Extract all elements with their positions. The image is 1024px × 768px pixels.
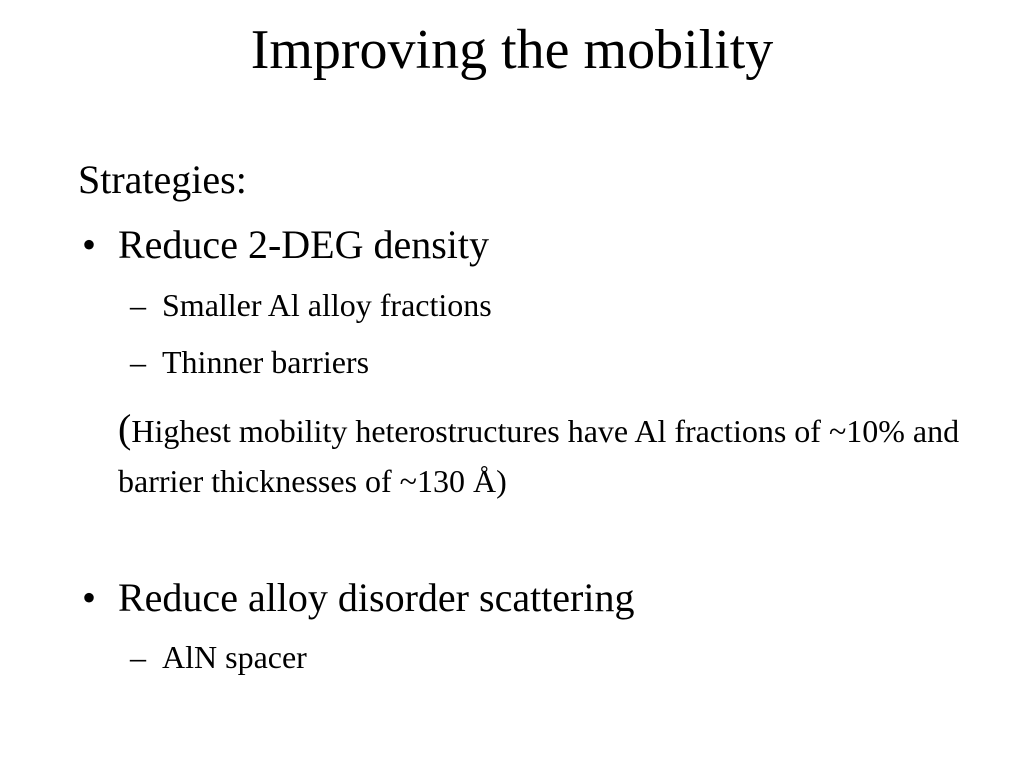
bullet-marker: • (82, 575, 97, 620)
sub-bullet-text: Thinner barriers (162, 344, 370, 380)
dash-marker: – (130, 287, 146, 323)
sub-bullet-text: Smaller Al alloy fractions (162, 287, 492, 323)
bullet-text: Reduce 2-DEG density (118, 222, 490, 267)
strategies-heading: Strategies: (78, 157, 247, 202)
dash-marker: – (130, 344, 146, 380)
note-open-paren: ( (118, 406, 132, 451)
sub-bullet-text: AlN spacer (162, 639, 307, 675)
dash-marker: – (130, 639, 146, 675)
bullet-text: Reduce alloy disorder scattering (118, 575, 635, 620)
slide-title: Improving the mobility (250, 19, 774, 81)
note-paragraph (118, 404, 968, 506)
bullet-marker: • (82, 222, 97, 267)
note-text: Highest mobility heterostructures have Al fractions of ~10% and barrier thicknesses of ~130 Å) (118, 413, 960, 499)
